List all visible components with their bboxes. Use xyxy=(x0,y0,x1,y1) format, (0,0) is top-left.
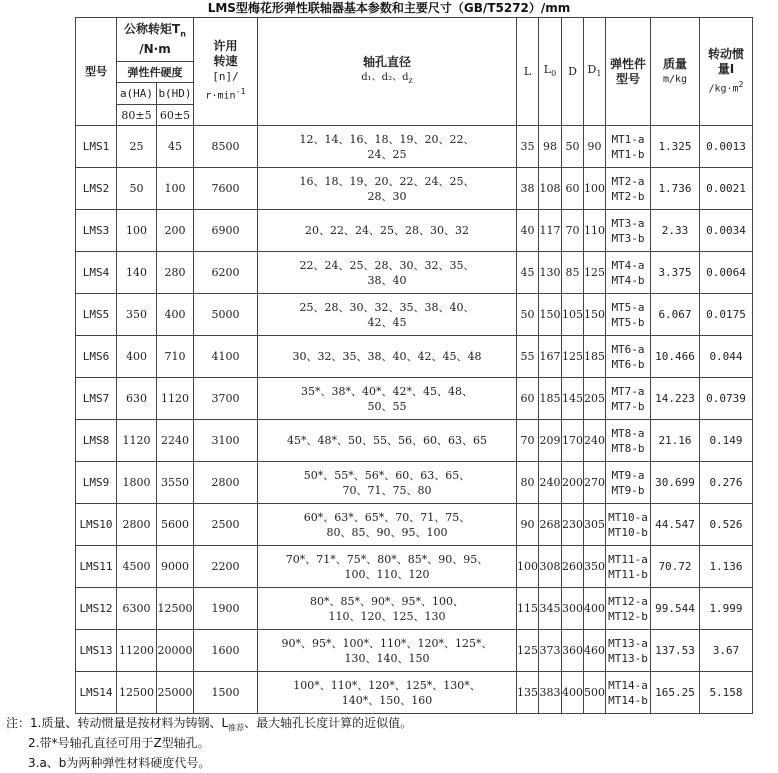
cell-D1: 305 xyxy=(584,504,606,546)
element-a: MT8-a xyxy=(611,426,645,440)
cell-inertia: 1.136 xyxy=(700,546,753,588)
cell-model: LMS10 xyxy=(76,504,117,546)
cell-bore xyxy=(258,420,517,462)
cell-model: LMS1 xyxy=(76,126,117,168)
parameters-table xyxy=(75,17,753,714)
cell-speed: 2500 xyxy=(194,504,258,546)
bore-line-2: 140*、150、160 xyxy=(341,693,433,707)
element-a: MT12-a xyxy=(608,594,648,608)
cell-torque-b: 5600 xyxy=(157,504,194,546)
bore-line-2: 24、25 xyxy=(367,147,407,161)
cell-torque-b: 400 xyxy=(157,294,194,336)
element-a: MT3-a xyxy=(611,216,645,230)
cell-bore xyxy=(258,294,517,336)
bore-line-1: 30、32、35、38、40、42、45、48 xyxy=(292,350,482,363)
cell-L0: 383 xyxy=(539,672,562,714)
cell-torque-b: 3550 xyxy=(157,462,194,504)
cell-D1: 150 xyxy=(584,294,606,336)
bore-line-1: 35*、38*、40*、42*、45、48、 xyxy=(301,384,473,398)
header-b: b(HD) xyxy=(157,83,194,105)
cell-element xyxy=(606,462,651,504)
cell-mass: 1.736 xyxy=(651,168,700,210)
cell-torque-b: 710 xyxy=(157,336,194,378)
element-b: MT9-b xyxy=(611,483,645,497)
header-hardness: 弹性件硬度 xyxy=(117,62,194,83)
cell-element xyxy=(606,504,651,546)
element-b: MT2-b xyxy=(611,189,645,203)
cell-element xyxy=(606,630,651,672)
cell-L: 55 xyxy=(517,336,539,378)
header-torque: 公称转矩$T_n$ /N·m xyxy=(117,18,194,62)
cell-speed: 7600 xyxy=(194,168,258,210)
cell-bore xyxy=(258,210,517,252)
element-b: MT1-b xyxy=(611,147,645,161)
cell-torque-a: 400 xyxy=(117,336,157,378)
cell-element xyxy=(606,420,651,462)
element-b: MT10-b xyxy=(608,525,648,539)
cell-mass: 3.375 xyxy=(651,252,700,294)
bore-line-2: 130、140、150 xyxy=(344,651,430,665)
cell-bore xyxy=(258,168,517,210)
element-a: MT7-a xyxy=(611,384,645,398)
cell-model: LMS6 xyxy=(76,336,117,378)
cell-model: LMS4 xyxy=(76,252,117,294)
cell-torque-b: 45 xyxy=(157,126,194,168)
table-row xyxy=(76,378,753,420)
cell-L: 45 xyxy=(517,252,539,294)
table-row xyxy=(76,336,753,378)
note-2: 2.带*号轴孔直径可用于Z型轴孔。 xyxy=(28,736,210,750)
cell-inertia: 0.0034 xyxy=(700,210,753,252)
header-a-value: 80±5 xyxy=(117,105,157,126)
table-row xyxy=(76,546,753,588)
cell-inertia: 0.0013 xyxy=(700,126,753,168)
cell-D1: 240 xyxy=(584,420,606,462)
element-b: MT3-b xyxy=(611,231,645,245)
cell-torque-b: 1120 xyxy=(157,378,194,420)
cell-L0: 130 xyxy=(539,252,562,294)
cell-inertia: 0.044 xyxy=(700,336,753,378)
table-row xyxy=(76,672,753,714)
header-mass: 质量 m/kg xyxy=(651,18,700,126)
bore-line-1: 45*、48*、50、55、56、60、63、65 xyxy=(287,434,487,447)
cell-element xyxy=(606,168,651,210)
cell-D1: 350 xyxy=(584,546,606,588)
cell-L0: 98 xyxy=(539,126,562,168)
cell-D: 300 xyxy=(562,588,584,630)
cell-D1: 125 xyxy=(584,252,606,294)
cell-model: LMS8 xyxy=(76,420,117,462)
cell-torque-a: 50 xyxy=(117,168,157,210)
header-speed: 许用 转速 [n]/ $r\cdot\min^{-1}$ xyxy=(194,18,258,126)
cell-bore xyxy=(258,672,517,714)
cell-bore xyxy=(258,630,517,672)
cell-torque-a: 630 xyxy=(117,378,157,420)
cell-mass: 137.53 xyxy=(651,630,700,672)
header-L: L xyxy=(517,18,539,126)
bore-line-2: 80、85、90、95、100 xyxy=(326,525,448,539)
table-header xyxy=(76,18,753,126)
bore-line-2: 42、45 xyxy=(367,315,407,329)
header-L0: $L_0$ xyxy=(539,18,562,126)
cell-element xyxy=(606,210,651,252)
cell-speed: 6200 xyxy=(194,252,258,294)
cell-D: 360 xyxy=(562,630,584,672)
cell-D1: 185 xyxy=(584,336,606,378)
cell-D1: 205 xyxy=(584,378,606,420)
cell-L0: 308 xyxy=(539,546,562,588)
bore-line-2: 100、110、120 xyxy=(344,567,430,581)
element-b: MT4-b xyxy=(611,273,645,287)
cell-L: 70 xyxy=(517,420,539,462)
cell-torque-b: 12500 xyxy=(157,588,194,630)
cell-D: 200 xyxy=(562,462,584,504)
cell-L0: 150 xyxy=(539,294,562,336)
cell-speed: 2800 xyxy=(194,462,258,504)
table-row xyxy=(76,252,753,294)
cell-mass: 2.33 xyxy=(651,210,700,252)
cell-D1: 500 xyxy=(584,672,606,714)
table-title: LMS型梅花形弹性联轴器基本参数和主要尺寸（GB/T5272）/mm xyxy=(207,1,571,15)
header-element: 弹性件 型号 xyxy=(606,18,651,126)
cell-element xyxy=(606,294,651,336)
cell-element xyxy=(606,588,651,630)
cell-torque-b: 200 xyxy=(157,210,194,252)
cell-torque-b: 2240 xyxy=(157,420,194,462)
header-b-value: 60±5 xyxy=(157,105,194,126)
cell-torque-b: 20000 xyxy=(157,630,194,672)
cell-element xyxy=(606,672,651,714)
cell-mass: 30.699 xyxy=(651,462,700,504)
cell-torque-a: 140 xyxy=(117,252,157,294)
header-inertia: 转动惯 量I $/kg\cdot m^2$ xyxy=(700,18,753,126)
cell-L: 50 xyxy=(517,294,539,336)
cell-speed: 3700 xyxy=(194,378,258,420)
cell-torque-a: 6300 xyxy=(117,588,157,630)
table-row xyxy=(76,420,753,462)
table-row xyxy=(76,630,753,672)
cell-torque-a: 350 xyxy=(117,294,157,336)
cell-element xyxy=(606,126,651,168)
element-b: MT11-b xyxy=(608,567,648,581)
cell-D1: 460 xyxy=(584,630,606,672)
bore-line-1: 20、22、24、25、28、30、32 xyxy=(305,224,469,237)
bore-line-1: 16、18、19、20、22、24、25、 xyxy=(299,174,475,188)
cell-model: LMS14 xyxy=(76,672,117,714)
header-bore: 轴孔直径 d₁、d₂、$d_z$ xyxy=(258,18,517,126)
cell-speed: 5000 xyxy=(194,294,258,336)
header-a: a(HA) xyxy=(117,83,157,105)
cell-torque-b: 9000 xyxy=(157,546,194,588)
element-a: MT10-a xyxy=(608,510,648,524)
header-model: 型号 xyxy=(76,18,117,126)
cell-L: 125 xyxy=(517,630,539,672)
cell-torque-a: 2800 xyxy=(117,504,157,546)
cell-element xyxy=(606,546,651,588)
cell-torque-a: 12500 xyxy=(117,672,157,714)
cell-mass: 6.067 xyxy=(651,294,700,336)
cell-model: LMS13 xyxy=(76,630,117,672)
element-a: MT14-a xyxy=(608,678,648,692)
bore-line-1: 25、28、30、32、35、38、40、 xyxy=(299,300,475,314)
cell-D1: 110 xyxy=(584,210,606,252)
bore-line-1: 100*、110*、120*、125*、130*、 xyxy=(293,678,481,692)
element-b: MT14-b xyxy=(608,693,648,707)
element-b: MT8-b xyxy=(611,441,645,455)
bore-line-1: 22、24、25、28、30、32、35、 xyxy=(299,258,475,272)
element-b: MT5-b xyxy=(611,315,645,329)
cell-speed: 6900 xyxy=(194,210,258,252)
cell-mass: 21.16 xyxy=(651,420,700,462)
cell-inertia: 5.158 xyxy=(700,672,753,714)
bore-line-1: 50*、55*、56*、60、63、65、 xyxy=(303,468,471,482)
cell-D: 170 xyxy=(562,420,584,462)
cell-D: 70 xyxy=(562,210,584,252)
element-a: MT4-a xyxy=(611,258,645,272)
cell-torque-b: 280 xyxy=(157,252,194,294)
element-b: MT12-b xyxy=(608,609,648,623)
cell-inertia: 0.0021 xyxy=(700,168,753,210)
cell-D: 400 xyxy=(562,672,584,714)
cell-D: 145 xyxy=(562,378,584,420)
cell-element xyxy=(606,252,651,294)
cell-mass: 165.25 xyxy=(651,672,700,714)
cell-L0: 268 xyxy=(539,504,562,546)
element-b: MT6-b xyxy=(611,357,645,371)
cell-model: LMS12 xyxy=(76,588,117,630)
cell-L0: 108 xyxy=(539,168,562,210)
cell-bore xyxy=(258,252,517,294)
cell-D1: 100 xyxy=(584,168,606,210)
cell-L: 100 xyxy=(517,546,539,588)
cell-L: 90 xyxy=(517,504,539,546)
cell-torque-a: 4500 xyxy=(117,546,157,588)
cell-torque-a: 1120 xyxy=(117,420,157,462)
table-row xyxy=(76,126,753,168)
header-D1: $D_1$ xyxy=(584,18,606,126)
cell-torque-b: 25000 xyxy=(157,672,194,714)
element-b: MT13-b xyxy=(608,651,648,665)
note-1: 注：1.质量、转动惯量是按材料为铸钢、$L_{推荐}$、最大轴孔长度计算的近似值。 xyxy=(6,716,413,733)
cell-torque-a: 11200 xyxy=(117,630,157,672)
cell-inertia: 3.67 xyxy=(700,630,753,672)
table-body xyxy=(76,126,753,714)
bore-line-2: 110、120、125、130 xyxy=(328,609,446,623)
cell-D: 85 xyxy=(562,252,584,294)
cell-inertia: 0.149 xyxy=(700,420,753,462)
element-a: MT9-a xyxy=(611,468,645,482)
cell-L: 115 xyxy=(517,588,539,630)
cell-D: 230 xyxy=(562,504,584,546)
element-a: MT11-a xyxy=(608,552,648,566)
cell-mass: 70.72 xyxy=(651,546,700,588)
cell-D: 105 xyxy=(562,294,584,336)
cell-D: 260 xyxy=(562,546,584,588)
notes xyxy=(6,713,776,773)
bore-line-2: 28、30 xyxy=(367,189,407,203)
cell-inertia: 1.999 xyxy=(700,588,753,630)
cell-speed: 1500 xyxy=(194,672,258,714)
element-a: MT1-a xyxy=(611,132,645,146)
cell-D1: 90 xyxy=(584,126,606,168)
note-3: 3.a、b为两种弹性材料硬度代号。 xyxy=(28,756,211,770)
cell-D1: 270 xyxy=(584,462,606,504)
cell-L0: 167 xyxy=(539,336,562,378)
table-row xyxy=(76,504,753,546)
cell-bore xyxy=(258,462,517,504)
bore-line-1: 70*、71*、75*、80*、85*、90、95、 xyxy=(285,552,489,566)
cell-L: 60 xyxy=(517,378,539,420)
cell-mass: 99.544 xyxy=(651,588,700,630)
cell-mass: 44.547 xyxy=(651,504,700,546)
cell-speed: 3100 xyxy=(194,420,258,462)
cell-mass: 10.466 xyxy=(651,336,700,378)
cell-torque-a: 100 xyxy=(117,210,157,252)
bore-line-2: 38、40 xyxy=(367,273,407,287)
cell-L: 35 xyxy=(517,126,539,168)
element-a: MT5-a xyxy=(611,300,645,314)
cell-torque-a: 25 xyxy=(117,126,157,168)
cell-model: LMS5 xyxy=(76,294,117,336)
cell-L0: 117 xyxy=(539,210,562,252)
cell-torque-b: 100 xyxy=(157,168,194,210)
cell-element xyxy=(606,378,651,420)
cell-L: 38 xyxy=(517,168,539,210)
cell-D1: 400 xyxy=(584,588,606,630)
element-a: MT2-a xyxy=(611,174,645,188)
cell-inertia: 0.0064 xyxy=(700,252,753,294)
cell-L: 135 xyxy=(517,672,539,714)
element-a: MT13-a xyxy=(608,636,648,650)
cell-model: LMS11 xyxy=(76,546,117,588)
table-row xyxy=(76,462,753,504)
table-row xyxy=(76,588,753,630)
cell-L0: 209 xyxy=(539,420,562,462)
bore-line-1: 12、14、16、18、19、20、22、 xyxy=(299,132,475,146)
cell-speed: 1600 xyxy=(194,630,258,672)
table-row xyxy=(76,294,753,336)
cell-D: 50 xyxy=(562,126,584,168)
cell-speed: 8500 xyxy=(194,126,258,168)
table-row xyxy=(76,210,753,252)
cell-model: LMS2 xyxy=(76,168,117,210)
cell-mass: 14.223 xyxy=(651,378,700,420)
bore-line-2: 70、71、75、80 xyxy=(342,483,432,497)
cell-bore xyxy=(258,336,517,378)
cell-bore xyxy=(258,546,517,588)
bore-line-1: 60*、63*、65*、70、71、75、 xyxy=(303,510,471,524)
cell-speed: 4100 xyxy=(194,336,258,378)
cell-mass: 1.325 xyxy=(651,126,700,168)
bore-line-1: 90*、95*、100*、110*、120*、125*、 xyxy=(281,636,493,650)
cell-bore xyxy=(258,126,517,168)
cell-speed: 1900 xyxy=(194,588,258,630)
cell-L: 80 xyxy=(517,462,539,504)
cell-element xyxy=(606,336,651,378)
cell-torque-a: 1800 xyxy=(117,462,157,504)
cell-inertia: 0.276 xyxy=(700,462,753,504)
cell-bore xyxy=(258,588,517,630)
cell-L0: 240 xyxy=(539,462,562,504)
element-b: MT7-b xyxy=(611,399,645,413)
bore-line-2: 50、55 xyxy=(367,399,407,413)
element-a: MT6-a xyxy=(611,342,645,356)
cell-bore xyxy=(258,378,517,420)
cell-L0: 373 xyxy=(539,630,562,672)
cell-L0: 345 xyxy=(539,588,562,630)
cell-D: 125 xyxy=(562,336,584,378)
cell-D: 60 xyxy=(562,168,584,210)
cell-speed: 2200 xyxy=(194,546,258,588)
cell-inertia: 0.0175 xyxy=(700,294,753,336)
cell-bore xyxy=(258,504,517,546)
cell-L: 40 xyxy=(517,210,539,252)
table-row xyxy=(76,168,753,210)
cell-model: LMS7 xyxy=(76,378,117,420)
cell-inertia: 0.0739 xyxy=(700,378,753,420)
cell-L0: 185 xyxy=(539,378,562,420)
cell-model: LMS3 xyxy=(76,210,117,252)
cell-model: LMS9 xyxy=(76,462,117,504)
cell-inertia: 0.526 xyxy=(700,504,753,546)
bore-line-1: 80*、85*、90*、95*、100、 xyxy=(310,594,464,608)
header-D: D xyxy=(562,18,584,126)
